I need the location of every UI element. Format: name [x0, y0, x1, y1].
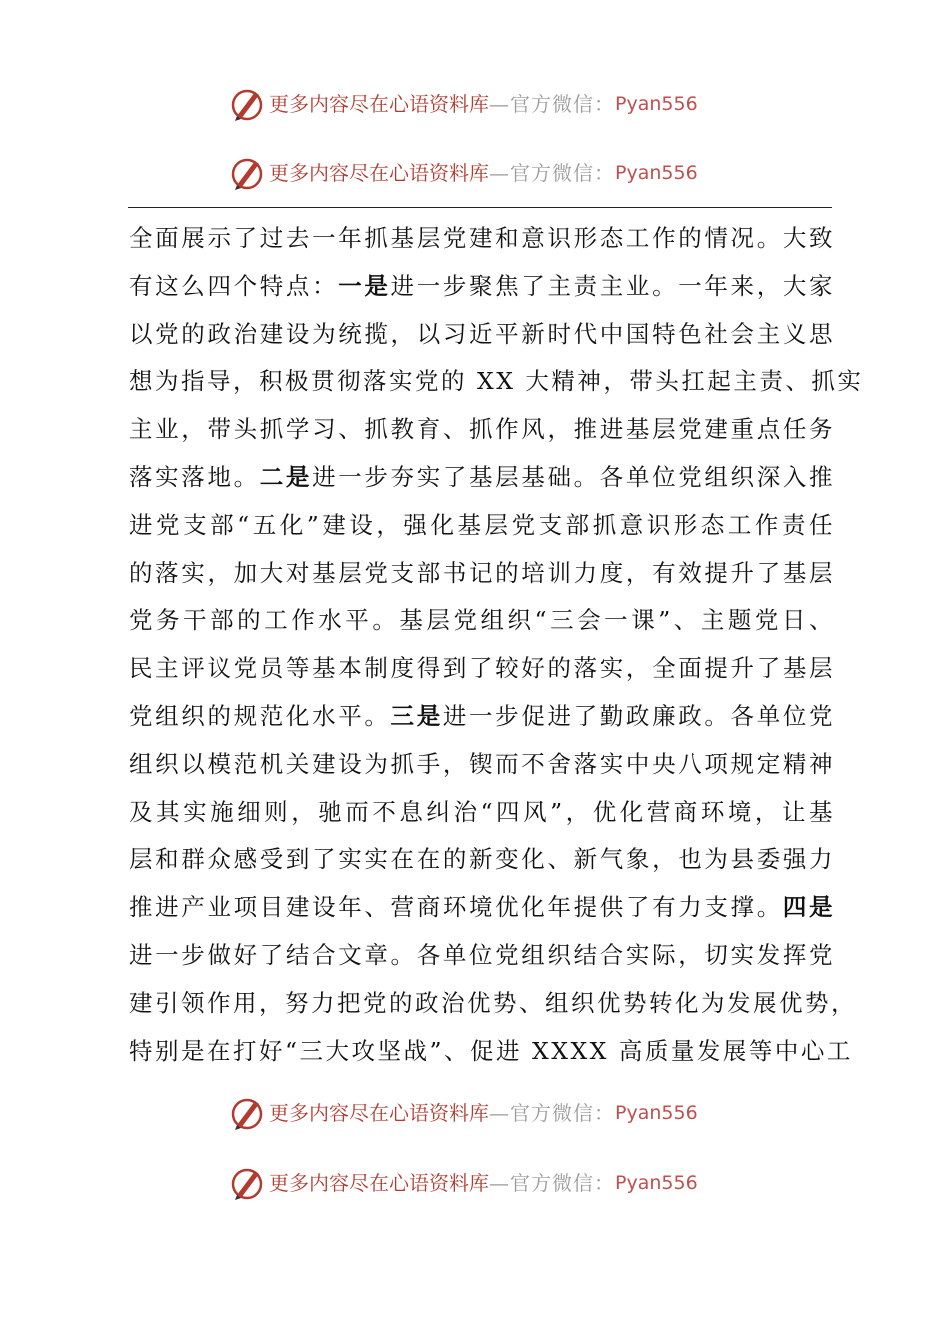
- banner-wechat-label: 官方微信：: [510, 161, 615, 185]
- text-run: 建引领作用，努力把党的政治优势、组织优势转化为发展优势，: [129, 988, 857, 1017]
- text-line: [129, 884, 835, 932]
- text-run: 进一步夯实了基层基础。各单位党组织深入推: [312, 462, 836, 491]
- watermark-banner: [229, 1095, 749, 1131]
- text-line: [129, 980, 857, 1028]
- text-line: [129, 645, 835, 693]
- pen-logo-icon: [229, 1165, 265, 1201]
- banner-site-text: 更多内容尽在心语资料库: [269, 92, 489, 116]
- banner-wechat-id: Pyan556: [615, 1172, 698, 1194]
- text-line: [129, 789, 835, 837]
- watermark-banner: [229, 86, 749, 122]
- text-line: [129, 741, 835, 789]
- text-line: [129, 311, 835, 359]
- text-line: [129, 358, 864, 406]
- pen-logo-icon: [229, 1095, 265, 1131]
- text-line: [129, 597, 835, 645]
- text-run: 及其实施细则，驰而不息纠治“四风”，优化营商环境，让基: [129, 797, 835, 826]
- document-body: [129, 215, 864, 1075]
- banner-wechat-label: 官方微信：: [510, 92, 615, 116]
- text-line: [129, 502, 835, 550]
- banner-wechat-label: 官方微信：: [510, 1101, 615, 1125]
- text-run: 进一步促进了勤政廉政。各单位党: [442, 701, 836, 730]
- banner-site-text: 更多内容尽在心语资料库: [269, 1171, 489, 1195]
- banner-site-text: 更多内容尽在心语资料库: [269, 1101, 489, 1125]
- header-divider: [128, 207, 832, 208]
- banner-wechat-id: Pyan556: [615, 93, 698, 115]
- text-run: 有这么四个特点：: [129, 271, 339, 300]
- text-line: [129, 215, 835, 263]
- bold-marker: 四是: [782, 893, 836, 922]
- bold-marker: 二是: [259, 462, 313, 491]
- text-line: [129, 932, 835, 980]
- banner-wechat-id: Pyan556: [615, 1102, 698, 1124]
- text-line: [129, 693, 835, 741]
- watermark-banner: [229, 155, 749, 191]
- text-run: 落实落地。: [129, 462, 260, 491]
- text-run: 党务干部的工作水平。基层党组织“三会一课”、主题党日、: [129, 606, 835, 635]
- text-line: [129, 550, 835, 598]
- text-run: 层和群众感受到了实实在在的新变化、新气象，也为县委强力: [129, 845, 835, 874]
- text-run: 全面展示了过去一年抓基层党建和意识形态工作的情况。大致: [129, 224, 835, 252]
- banner-wechat-id: Pyan556: [615, 162, 698, 184]
- text-run: 主业，带头抓学习、抓教育、抓作风，推进基层党建重点任务: [129, 415, 835, 444]
- banner-dash: —: [489, 161, 510, 185]
- text-line: [129, 1028, 853, 1076]
- text-line: [129, 836, 835, 884]
- banner-wechat-label: 官方微信：: [510, 1171, 615, 1195]
- text-line: [129, 406, 835, 454]
- text-run: 进一步做好了结合文章。各单位党组织结合实际，切实发挥党: [129, 940, 835, 969]
- watermark-banner: [229, 1165, 749, 1201]
- pen-logo-icon: [229, 86, 265, 122]
- text-run: 推进产业项目建设年、营商环境优化年提供了有力支撑。: [129, 893, 783, 922]
- text-line: [129, 454, 835, 502]
- banner-site-text: 更多内容尽在心语资料库: [269, 161, 489, 185]
- text-run: 进一步聚焦了主责主业。一年来，大家: [390, 271, 836, 300]
- pen-logo-icon: [229, 155, 265, 191]
- text-line: [129, 263, 835, 311]
- text-run: 的落实，加大对基层党支部书记的培训力度，有效提升了基层: [129, 558, 835, 587]
- bold-marker: 一是: [338, 271, 391, 300]
- bold-marker: 三是: [390, 701, 443, 730]
- text-run: 想为指导，积极贯彻落实党的 XX 大精神，带头扛起主责、抓实: [129, 367, 864, 396]
- text-run: 以党的政治建设为统揽，以习近平新时代中国特色社会主义思: [129, 319, 835, 348]
- text-run: 进党支部“五化”建设，强化基层党支部抓意识形态工作责任: [129, 510, 835, 539]
- text-run: 特别是在打好“三大攻坚战”、促进 XXXX 高质量发展等中心工: [129, 1036, 853, 1065]
- banner-dash: —: [489, 92, 510, 116]
- text-run: 党组织的规范化水平。: [129, 701, 391, 730]
- banner-dash: —: [489, 1101, 510, 1125]
- banner-dash: —: [489, 1171, 510, 1195]
- text-run: 组织以模范机关建设为抓手，锲而不舍落实中央八项规定精神: [129, 749, 835, 778]
- text-run: 民主评议党员等基本制度得到了较好的落实，全面提升了基层: [129, 654, 835, 683]
